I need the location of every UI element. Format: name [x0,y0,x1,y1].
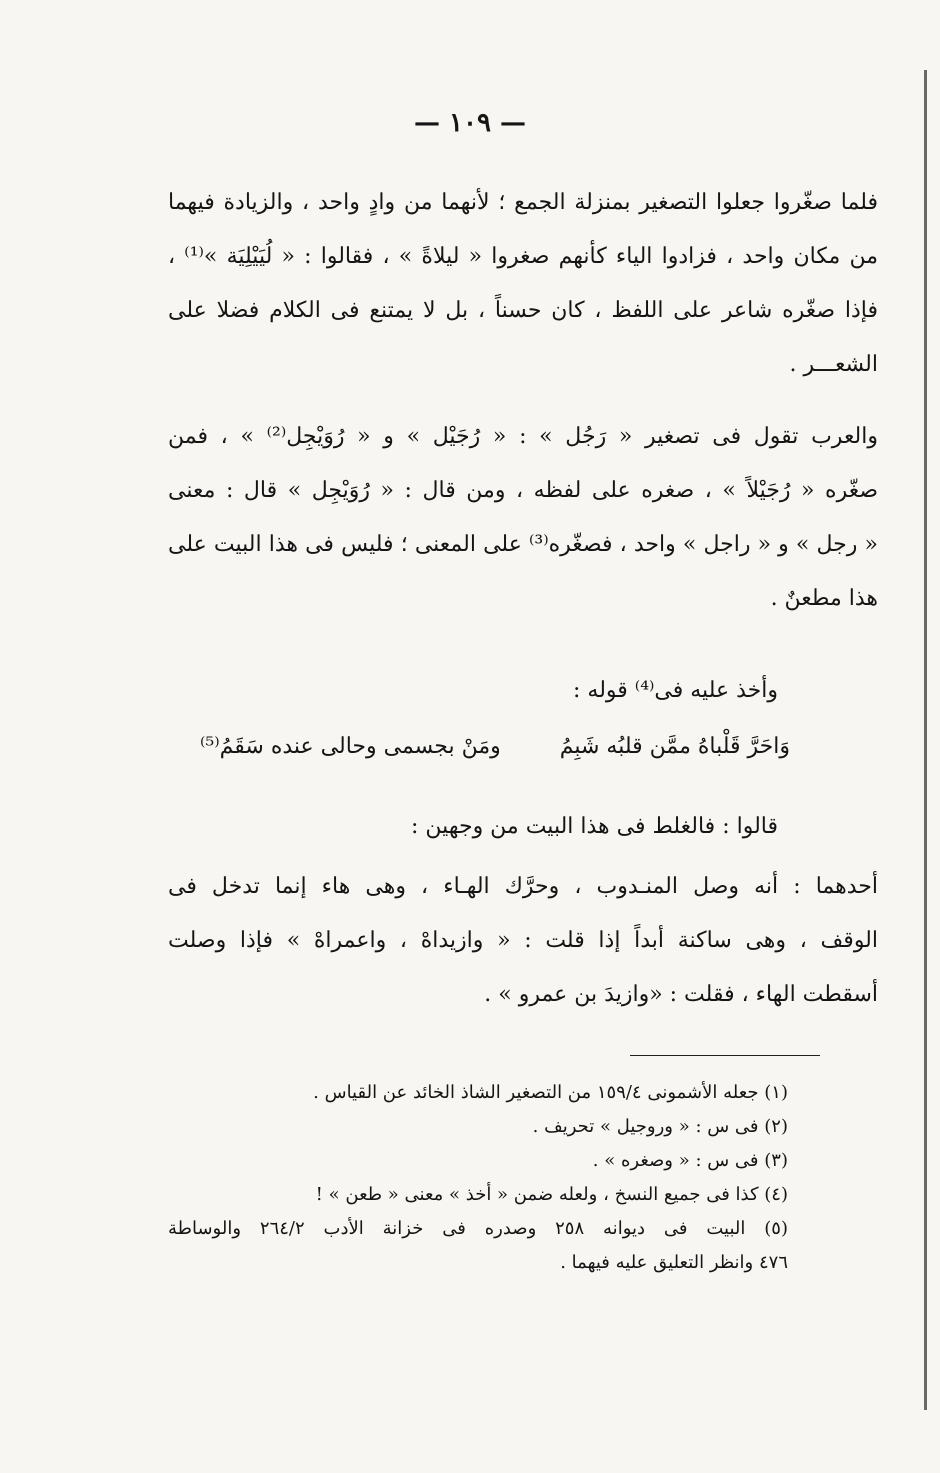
poetry-verse [200,720,790,774]
text-line: قالوا : فالغلط فى هذا البيت من وجهين : [411,814,778,839]
text-line: أسقطت الهاء ، فقلت : «وازيدَ بن عمرو » . [484,982,878,1007]
footnote-3: (٣) فى س : « وصغره » . [592,1150,788,1171]
footnote-5: (٥) البيت فى ديوانه ٢٥٨ وصدره فى خزانة الأدب ٢٦٤/٢ والوساطة [168,1218,788,1239]
text-line: أحدهما : أنه وصل المنـدوب ، وحرَّك الهـاء ، وهى هاء إنما تدخل فى [168,874,878,899]
footnote-2: (٢) فى س : « وروجيل » تحريف . [532,1116,788,1137]
text-line: صغّره « رُجَيْلاً » ، صغره على لفظه ، ومن قال : « رُوَيْجِل » قال : معنى [168,478,878,503]
footnote-1: (١) جعله الأشمونى ١٥٩/٤ من التصغير الشاذ الخائد عن القياس . [313,1082,788,1103]
text-line: الشعـــر . [789,352,878,377]
text-line: الوقف ، وهى ساكنة أبداً إذا قلت : « وازيداهْ ، واعمراهْ » فإذا وصلت [168,928,878,953]
text-line: هذا مطعنٌ . [770,586,878,611]
paragraph-1 [168,176,878,392]
footnote-separator [630,1055,820,1056]
paragraph-5 [168,860,878,1022]
text-line: وأخذ عليه فى⁽⁴⁾ قوله : [573,678,778,703]
text-line: والعرب تقول فى تصغير « رَجُل » : « رُجَيْل » و « رُوَيْجِل⁽²⁾ » ، فمن [168,424,878,449]
footnotes [168,1076,788,1280]
text-line: « رجل » و « راجل » واحد ، فصغّره⁽³⁾ على المعنى ؛ فليس فى هذا البيت على [168,532,878,557]
footnote-5-continued: ٤٧٦ وانظر التعليق عليه فيهما . [560,1252,788,1273]
text-line: فإذا صغّره شاعر على اللفظ ، كان حسناً ، بل لا يمتنع فى الكلام فضلا على [168,298,878,323]
verse-second-hemistich: ومَنْ بجسمى وحالى عنده سَقَمُ⁽⁵⁾ [200,734,501,759]
page-binding-edge [924,70,927,1410]
paragraph-4 [168,800,878,854]
footnote-4: (٤) كذا فى جميع النسخ ، ولعله ضمن « أخذ » معنى « طعن » ! [315,1184,788,1205]
text-line: فلما صغّروا جعلوا التصغير بمنزلة الجمع ؛ لأنهما من وادٍ واحد ، والزيادة فيهما [168,190,878,215]
verse-first-hemistich: وَاحَرَّ قَلْباهُ ممَّن قلبُه شَبِمُ [559,734,790,759]
paragraph-2 [168,410,878,626]
paragraph-3 [168,664,878,718]
text-line: من مكان واحد ، فزادوا الياء كأنهم صغروا « ليلاةً » ، فقالوا : « لُيَيْلِيَة »⁽¹⁾ ، [168,244,878,269]
page-number: — ١٠٩ — [413,108,527,138]
